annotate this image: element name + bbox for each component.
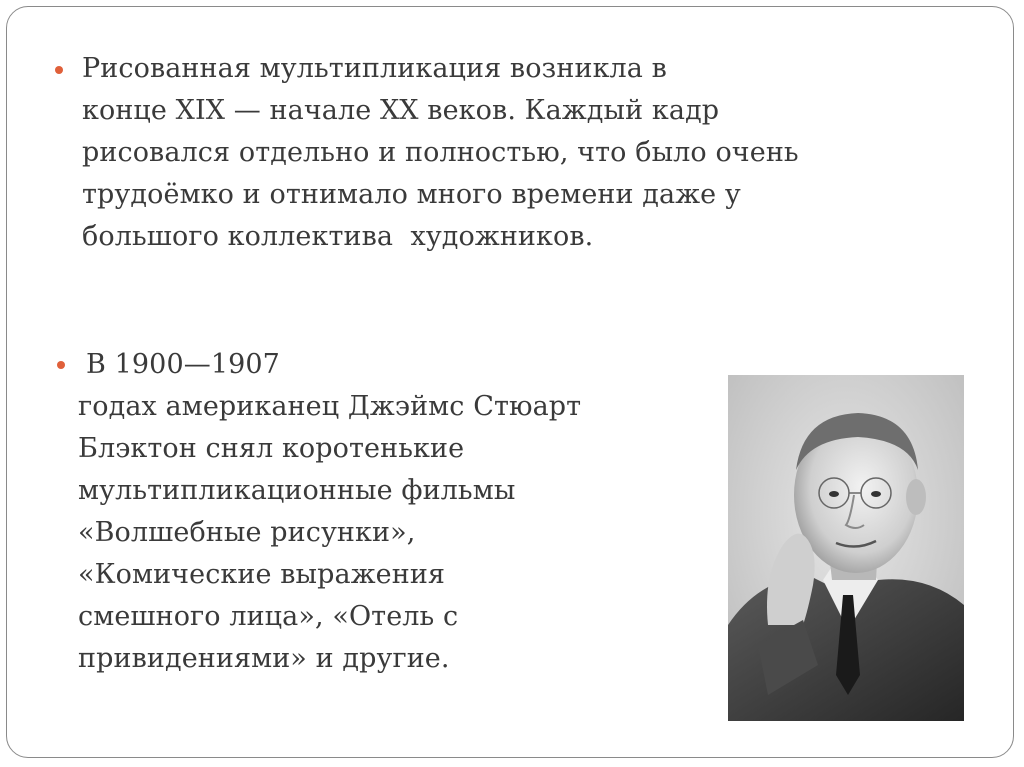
paragraph-1-line: трудоёмко и отнимало много времени даже у	[82, 179, 741, 210]
bullet-dot-1	[55, 66, 63, 74]
paragraph-2-line: привидениями» и другие.	[78, 643, 450, 674]
paragraph-1-line: конце XIX — начале XX веков. Каждый кадр	[82, 95, 720, 126]
paragraph-1-line: большого коллектива художников.	[82, 221, 594, 252]
paragraph-1-line: рисовался отдельно и полностью, что было очень	[82, 137, 799, 168]
paragraph-2	[78, 344, 581, 680]
bullet-dot-2	[57, 361, 65, 369]
portrait-illustration	[728, 375, 964, 721]
paragraph-2-line: смешного лица», «Отель с	[78, 601, 459, 632]
paragraph-2-line: В 1900—1907	[86, 349, 280, 380]
paragraph-2-line: мультипликационные фильмы	[78, 475, 516, 506]
paragraph-1	[82, 48, 799, 258]
portrait-photo	[728, 375, 964, 721]
paragraph-2-line: «Комические выражения	[78, 559, 446, 590]
paragraph-2-line: «Волшебные рисунки»,	[78, 517, 416, 548]
paragraph-2-line: годах американец Джэймс Стюарт	[78, 391, 582, 422]
paragraph-1-line: Рисованная мультипликация возникла в	[82, 53, 667, 84]
paragraph-2-line: Блэктон снял коротенькие	[78, 433, 465, 464]
